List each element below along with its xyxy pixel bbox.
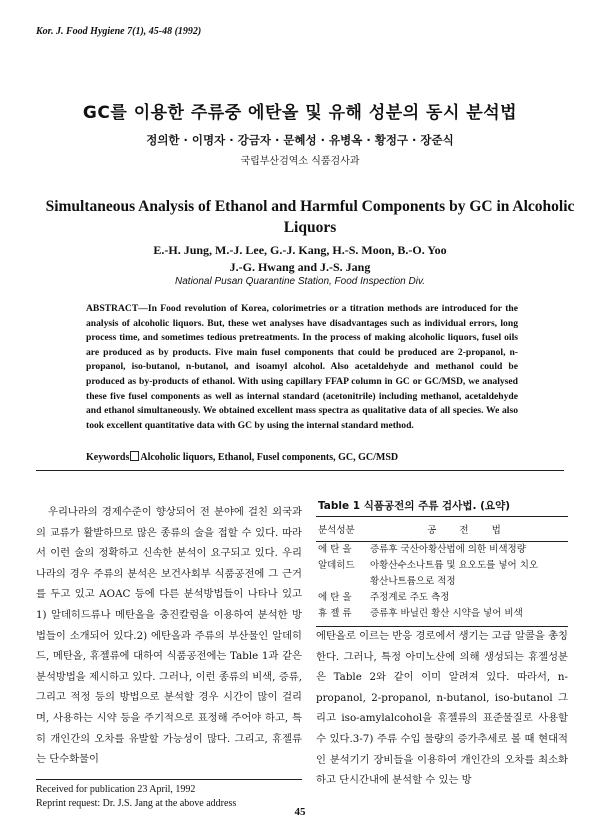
table-row — [316, 542, 568, 558]
body-right-column — [316, 626, 568, 791]
table-cell: 황산나트륨으로 적정 — [370, 576, 456, 587]
body-left-paragraph: 우리나라의 경제수준이 향상되어 전 분야에 걸친 외국과의 교류가 활발하므로 많은 종류의 술을 접할 수 있다. 따라서 이런 술의 정확하고 신속한 분석이 요구되고 있다. 우리나라의 경우 주류의 분석은 보건사회부 식품공전에 그 근거를 두고 있고 AOAC 등에 다른 분석방법들이 나타나 있고1) 알데히드류나 메탄올을 충진칼럼을 이용하여 분석한 방법들이 소개되어 있다.2) 에탄올과 주류의 부산물인 알데히드, 메탄올, 휴젤류에 대하여 식품공전에는 Table 1과 같은 분석방법을 제시하고 있다. 그러나, 이런 종류의 비색, 증류, 그리고 적정 등의 방법으로 분석할 경우 시간이 많이 걸리며, 사용하는 시약 등을 주기적으로 표정해 주어야 하고, 특히 개인간의 오차를 유발할 가능성이 많다. 그리고, 휴젤류는 단수화물이 — [36, 506, 302, 766]
body-right-paragraph: 에탄올로 이르는 반응 경로에서 생기는 고급 알콜을 총칭한다. 그러나, 특정 아미노산에 의해 생성되는 휴젤성분은 Table 2와 같이 이미 알려져 있다. 따라서, n-propanol, 2-propanol, n-butanol, iso-butanol 그리고 iso-amylalcohol을 휴젤류의 표준물질로 사용할 수 있다.3-7) 주류 수입 물량의 증가추세로 볼 때 현대적인 분석기기 장비들을 이용하여 개인간의 오차를 최소화하고 단시간내에 분석할 수 있는 방 — [316, 630, 568, 787]
authors-english-line2: J.-G. Hwang and J.-S. Jang — [229, 260, 371, 274]
table-cell: 아황산수소나트륨 및 요오도를 넣어 치오 — [370, 560, 539, 571]
table-row — [316, 590, 568, 606]
table-cell: 에 탄 올 — [318, 544, 352, 555]
authors-english — [0, 242, 600, 276]
table-row — [316, 574, 568, 590]
keywords — [86, 451, 518, 463]
table-cell — [316, 574, 370, 590]
affiliation-english: National Pusan Quarantine Station, Food Inspection Div. — [175, 276, 425, 287]
abstract-label: ABSTRACT — [86, 303, 139, 314]
table1 — [316, 516, 568, 627]
keywords-text: Alcoholic liquors, Ethanol, Fusel components, GC, GC/MSD — [140, 452, 399, 463]
footnote-reprint: Reprint request: Dr. J.S. Jang at the above address — [36, 798, 237, 809]
abstract-dash: — — [138, 303, 148, 314]
keywords-box-icon — [130, 451, 139, 461]
table-row — [316, 558, 568, 574]
table-cell: 증류후 국산아황산법에 의한 비색정량 — [370, 544, 526, 555]
title-english: Simultaneous Analysis of Ethanol and Harmful Components by GC in Alcoholic Liquors — [45, 198, 575, 236]
footnote-received: Received for publication 23 April, 1992 — [36, 784, 196, 795]
abstract-text: In Food revolution of Korea, colorimetries or a titration methods are introduced for the analysis of alcoholic liquors. But, these wet analyses have disadvantages such as individual errors, long process time, and sometimes tedious pretreatments. In the process of making alcoholic liquors, fusel oils are produced as by products. Five main fusel components that could be produced are 2-propanol, n-propanol, iso-butanol, n-butanol, and isoamyl alcohol. Also acetaldehyde and methanol could be produced as by-products of ethanol. With using capillary FFAP column in GC or GC/MSD, we analysed these five fusel components as well as internal standard (acetonitrile) including methanol, acetaldehyde and ethanol simultaneously. We obtained excellent mass spectra as qualitative data of all species. We also took excellent quantitative data with GC by using the internal standard method. — [86, 303, 518, 431]
table1-header-row — [316, 516, 568, 542]
body-left-column — [36, 502, 302, 770]
table1-caption: Table 1 식품공전의 주류 검사법. (요약) — [318, 500, 511, 512]
table-cell: 증류후 바닐린 황산 시약을 넣어 비색 — [370, 608, 523, 619]
keywords-rule — [36, 470, 564, 471]
title-korean: GC를 이용한 주류중 에탄올 및 유해 성분의 동시 분석법 — [82, 103, 518, 123]
table-cell: 알데히드 — [318, 560, 355, 571]
table-cell: 에 탄 올 — [318, 592, 352, 603]
page-number: 45 — [294, 806, 306, 818]
table1-header-cell: 분석성분 — [318, 525, 355, 536]
table-cell: 휴 젤 류 — [318, 608, 352, 619]
authors-korean: 정의한 · 이명자 · 강금자 · 문혜성 · 유병옥 · 황정구 · 장준식 — [146, 133, 454, 147]
table-row — [316, 606, 568, 622]
journal-header: Kor. J. Food Hygiene 7(1), 45-48 (1992) — [36, 26, 202, 37]
table-cell: 주정계로 주도 측정 — [370, 592, 450, 603]
footnote-rule — [36, 779, 302, 780]
authors-english-line1: E.-H. Jung, M.-J. Lee, G.-J. Kang, H.-S. Moon, B.-O. Yoo — [153, 243, 447, 257]
abstract — [86, 302, 518, 433]
affiliation-korean: 국립부산검역소 식품검사과 — [240, 156, 360, 167]
table1-header-cell: 공 전 법 — [427, 525, 511, 536]
keywords-label: Keywords — [86, 452, 130, 463]
